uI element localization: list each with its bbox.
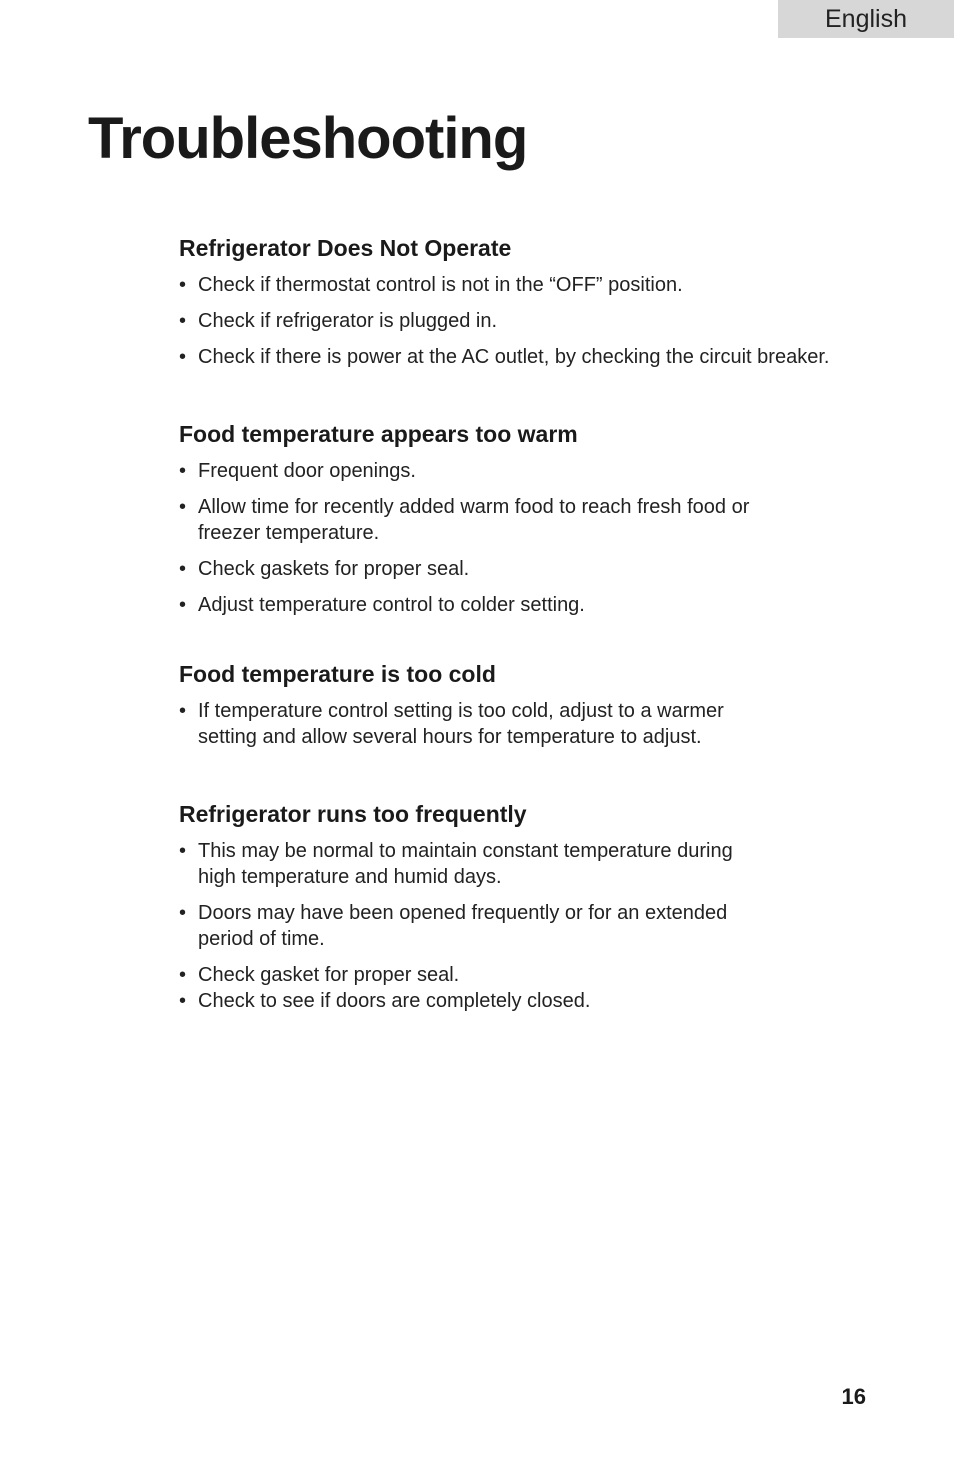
section-does-not-operate — [179, 232, 899, 418]
list-item: • Check gasket for proper seal. — [179, 962, 769, 988]
page-title: Troubleshooting — [88, 106, 528, 171]
bullet-list — [179, 272, 899, 370]
list-item: • Check to see if doors are completely closed. — [179, 988, 769, 1014]
list-item: • This may be normal to maintain constant temperature during high temperature and humid days. — [179, 838, 769, 890]
section-runs-frequently — [179, 798, 899, 1014]
list-item: • Check if thermostat control is not in the “OFF” position. — [179, 272, 899, 298]
section-heading: Refrigerator Does Not Operate — [179, 235, 512, 261]
section-too-warm — [179, 418, 899, 658]
bullet-list — [179, 838, 769, 1014]
troubleshooting-content — [179, 232, 899, 1024]
section-heading: Food temperature appears too warm — [179, 421, 578, 447]
list-item: • Adjust temperature control to colder setting. — [179, 592, 799, 618]
list-item: • Check if refrigerator is plugged in. — [179, 308, 899, 334]
list-item: • Check gaskets for proper seal. — [179, 556, 799, 582]
list-item: • Doors may have been opened frequently or for an extended period of time. — [179, 900, 769, 952]
bullet-list — [179, 458, 799, 618]
list-item: • If temperature control setting is too cold, adjust to a warmer setting and allow several hours for temperature to adjust. — [179, 698, 759, 750]
language-tab: English — [778, 0, 954, 38]
list-item: • Check if there is power at the AC outlet, by checking the circuit breaker. — [179, 344, 918, 370]
section-heading: Food temperature is too cold — [179, 661, 496, 687]
list-item: • Frequent door openings. — [179, 458, 799, 484]
bullet-list — [179, 698, 759, 750]
section-too-cold — [179, 658, 899, 798]
page-number: 16 — [841, 1384, 866, 1409]
list-item: • Allow time for recently added warm food to reach fresh food or freezer temperature. — [179, 494, 799, 546]
section-heading: Refrigerator runs too frequently — [179, 801, 527, 827]
